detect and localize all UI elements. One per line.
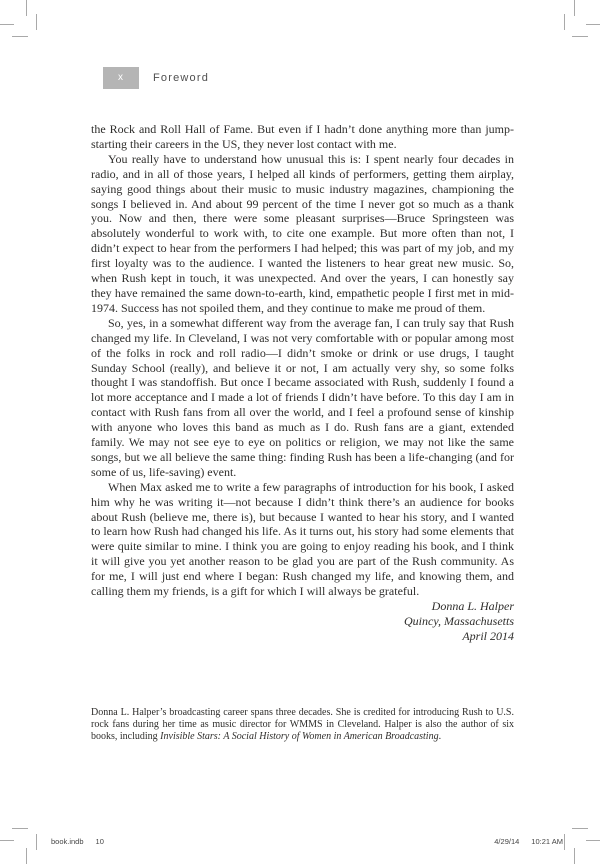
crop-mark-bottom-left-outer-horizontal	[0, 840, 14, 841]
body-text-block	[91, 122, 514, 644]
slug-page-number: 10	[95, 837, 104, 846]
signature-location: Quincy, Massachusetts	[404, 613, 514, 628]
slug-left	[51, 837, 104, 846]
crop-mark-bottom-left-inner-horizontal	[12, 828, 28, 829]
signature-block	[91, 599, 514, 644]
footnote-text-end: .	[438, 730, 442, 742]
crop-mark-bottom-right-inner-horizontal	[572, 828, 588, 829]
body-paragraph: the Rock and Roll Hall of Fame. But even if I hadn’t done anything more than jump-starting their careers in the US, they never lost contact with me.	[91, 122, 514, 151]
crop-mark-top-right-outer-horizontal	[586, 24, 600, 25]
crop-mark-bottom-left-outer-vertical	[26, 848, 27, 864]
footnote-text: Donna L. Halper’s broadcasting career spans three decades. She is credited for introducing Rush to U.S. rock fans during her time as music director for WMMS in Cleveland. Halper is also the author of six books, including	[91, 707, 514, 742]
page-number-box	[103, 67, 139, 89]
body-paragraph: So, yes, in a somewhat different way from the average fan, I can truly say that Rush changed my life. In Cleveland, I was not very comfortable with or popular among most of the folks in rock and roll radio—I didn’t smoke or drink or use drugs, I taught Sunday School (really), and believe it or not, I am actually very shy, so some folks thought I was standoffish. But once I became associated with Rush, suddenly I found a lot more acceptance and I made a lot of friends I didn’t have before. To this day I am in contact with Rush fans from all over the world, and I feel a profound sense of kinship with anyone who loves this band as much as I do. Rush fans are a giant, extended family. We may not see eye to eye on politics or religion, we may not like the same songs, but we all believe the same thing: finding Rush has been a life-changing (and for some of us, life-saving) event.	[91, 315, 514, 479]
crop-mark-top-left-outer-horizontal	[0, 24, 14, 25]
crop-mark-bottom-right-outer-horizontal	[586, 840, 600, 841]
running-header-title: Foreword	[153, 72, 210, 84]
crop-mark-top-right-inner-horizontal	[572, 36, 588, 37]
crop-mark-top-left-outer-vertical	[26, 0, 27, 16]
body-paragraph: When Max asked me to write a few paragraphs of introduction for his book, I asked him why he was writing it—not because I didn’t think there’s an audience for books about Rush (believe me, there is), but because I wanted to hear his story, and I wanted to learn how Rush had changed his life. As it turns out, his story had some elements that were quite similar to mine. I think you are going to enjoy reading his book, and I think it will give you yet another reason to be glad you are part of the Rush community. As for me, I will just end where I began: Rush changed my life, and knowing them, and calling them my friends, is a gift for which I will always be grateful.	[91, 479, 514, 599]
crop-mark-top-right-outer-vertical	[574, 0, 575, 16]
signature-date: April 2014	[462, 628, 514, 643]
signature-name: Donna L. Halper	[431, 599, 514, 613]
crop-mark-bottom-right-inner-vertical	[564, 834, 565, 850]
slug-filename: book.indb	[51, 837, 84, 846]
crop-mark-bottom-right-outer-vertical	[574, 848, 575, 864]
crop-mark-top-left-inner-horizontal	[12, 36, 28, 37]
crop-mark-top-left-inner-vertical	[36, 14, 37, 30]
slug-time: 10:21 AM	[531, 837, 563, 846]
crop-mark-bottom-left-inner-vertical	[36, 834, 37, 850]
footnote-book-title: Invisible Stars: A Social History of Women in American Broadcasting	[160, 730, 439, 742]
slug-right	[494, 837, 563, 846]
slug-date: 4/29/14	[494, 837, 520, 846]
author-bio-footnote	[91, 707, 514, 742]
crop-mark-top-right-inner-vertical	[564, 14, 565, 30]
page-number: x	[118, 72, 124, 83]
body-paragraph: You really have to understand how unusual this is: I spent nearly four decades in radio, and in all of those years, I helped all kinds of performers, getting them airplay, saying good things about their music to music industry magazines, championing the songs I believed in. And about 99 percent of the time I never got so much as a thank you. Now and then, there were some pleasant surprises—Bruce Springsteen was absolutely wonderful to work with, to cite one example. But more often than not, I didn’t expect to hear from the performers I had helped; this was part of my job, and my first loyalty was to the audience. I wanted the listeners to hear great new music. So, when Rush kept in touch, it was unexpected. And over the years, I can honestly say they have remained the same down-to-earth, kind, empathetic people I first met in mid-1974. Success has not spoiled them, and they continue to make me proud of them.	[91, 151, 514, 315]
